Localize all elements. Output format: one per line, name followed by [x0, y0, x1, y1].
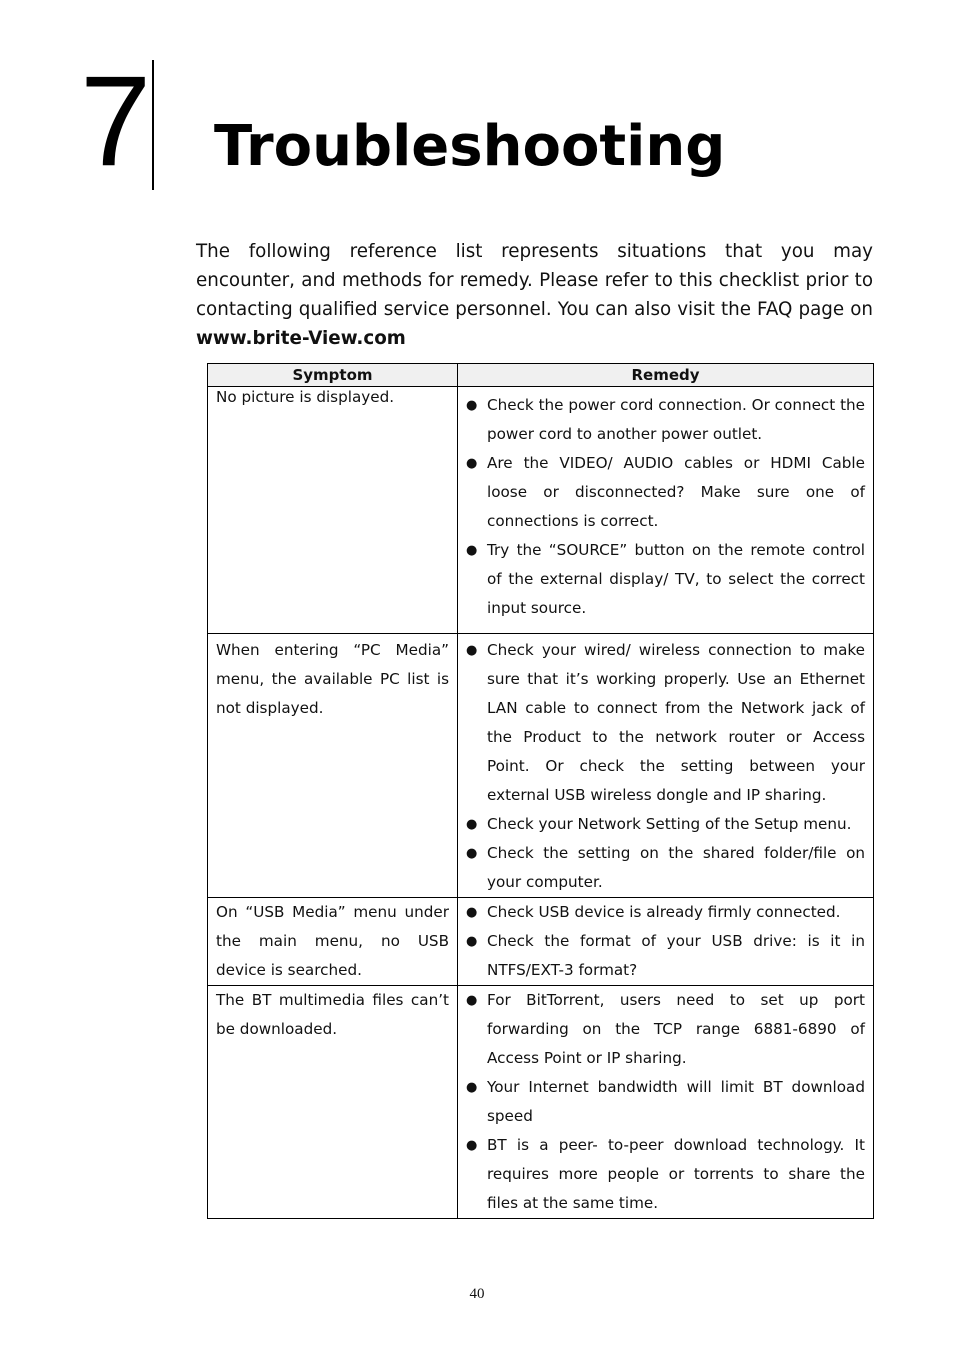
remedy-list — [466, 898, 865, 985]
remedy-cell — [458, 387, 874, 634]
remedy-list — [466, 986, 865, 1218]
chapter-divider — [152, 60, 154, 190]
chapter-number: 7 — [80, 50, 152, 193]
intro-text: The following reference list represents situations that you may encounter, and methods for remedy. Please refer to this checklist prior to contacting qualified service personnel. You can also visit the FAQ page on — [196, 241, 873, 321]
table-row — [208, 387, 874, 634]
remedy-item: ● Check the power cord connection. Or connect the power cord to another power outlet. — [466, 391, 865, 449]
website-link[interactable]: www.brite-View.com — [196, 328, 406, 350]
symptom-cell: On “USB Media” menu under the main menu, no USB device is searched. — [208, 898, 458, 986]
table-header-row — [208, 364, 874, 387]
remedy-item: ● BT is a peer- to-peer download technology. It requires more people or torrents to share the files at the same time. — [466, 1131, 865, 1218]
remedy-item: ● Check the setting on the shared folder/file on your computer. — [466, 839, 865, 897]
remedy-item: ● Try the “SOURCE” button on the remote control of the external display/ TV, to select the correct input source. — [466, 536, 865, 623]
page-number: 40 — [469, 1286, 485, 1302]
remedy-cell — [458, 986, 874, 1219]
remedy-item: ● Your Internet bandwidth will limit BT download speed — [466, 1073, 865, 1131]
remedy-item: ● Check USB device is already firmly connected. — [466, 898, 865, 927]
remedy-item: ● Are the VIDEO/ AUDIO cables or HDMI Cable loose or disconnected? Make sure one of connections is correct. — [466, 449, 865, 536]
remedy-cell — [458, 898, 874, 986]
remedy-item: ● Check your Network Setting of the Setup menu. — [466, 810, 865, 839]
remedy-list — [466, 636, 865, 897]
table-row — [208, 986, 874, 1219]
remedy-item: ● For BitTorrent, users need to set up port forwarding on the TCP range 6881-6890 of Access Point or IP sharing. — [466, 986, 865, 1073]
symptom-cell: When entering “PC Media” menu, the available PC list is not displayed. — [208, 634, 458, 898]
remedy-item: ● Check the format of your USB drive: is it in NTFS/EXT-3 format? — [466, 927, 865, 985]
troubleshooting-table — [207, 363, 874, 1219]
table-row — [208, 634, 874, 898]
symptom-cell: No picture is displayed. — [208, 387, 458, 634]
intro-paragraph — [196, 237, 873, 353]
remedy-list — [466, 391, 865, 623]
symptom-header: Symptom — [208, 364, 458, 387]
symptom-cell: The BT multimedia files can’t be downloaded. — [208, 986, 458, 1219]
table-row — [208, 898, 874, 986]
remedy-cell — [458, 634, 874, 898]
remedy-item: ● Check your wired/ wireless connection to make sure that it’s working properly. Use an Ethernet LAN cable to connect from the Network jack of the Product to the network router or Access Point. Or check the setting between your external USB wireless dongle and IP sharing. — [466, 636, 865, 810]
chapter-title: Troubleshooting — [214, 114, 726, 179]
remedy-header: Remedy — [458, 364, 874, 387]
